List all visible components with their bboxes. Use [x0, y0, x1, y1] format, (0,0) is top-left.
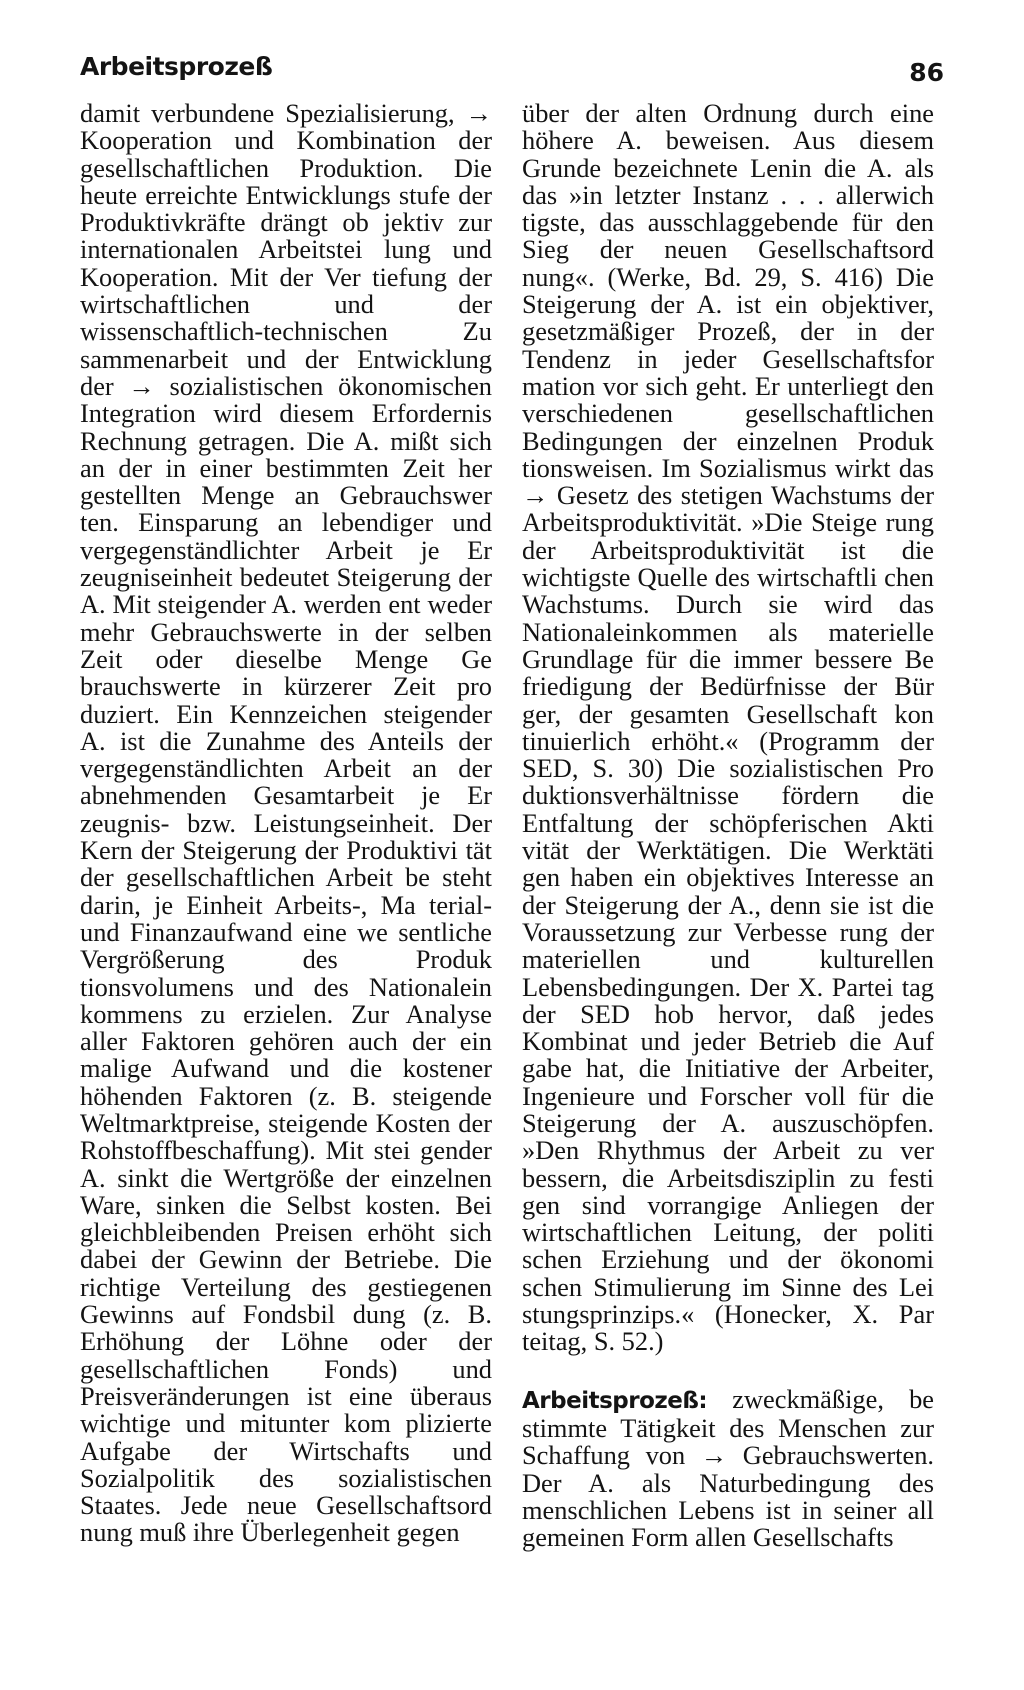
text-line: teitag, S. 52.): [522, 1326, 664, 1357]
text-line: Sieg der neuen Gesellschaftsord: [522, 234, 934, 265]
text-line: vergegenständlichter Arbeit je Er: [80, 534, 492, 565]
text-line: friedigung der Bedürfnisse der Bür: [522, 671, 934, 702]
entry-headword: Arbeitsprozeß:: [522, 1387, 708, 1414]
text-line: das → Gesetz des stetigen Wachstums: [522, 452, 934, 511]
text-line: rung der materiellen und kulturellen: [522, 916, 934, 975]
text-line: oder der gesellschaftlichen Fonds): [80, 1326, 492, 1384]
text-line: der Rohstoffbeschaffung). Mit stei: [80, 1107, 492, 1166]
text-line: Steigerung der A. ist ein objektiver,: [522, 289, 934, 320]
text-line: der Steigerung der A., denn sie ist: [522, 889, 902, 920]
text-line: Steigerung der A. auszuschöpfen.: [522, 1107, 934, 1138]
text-line: überaus wichtige und mitunter kom: [80, 1380, 492, 1439]
text-line: mation vor sich geht. Er unterliegt: [522, 370, 896, 401]
text-line: Ingenieure und Forscher voll für die: [522, 1080, 934, 1111]
text-line: die Voraussetzung zur Verbesse: [522, 889, 934, 947]
text-line: Bedingungen der einzelnen Produk: [522, 425, 934, 456]
text-line: Rechnung getragen. Die A. mißt sich: [80, 425, 492, 456]
text-line: über der alten Ordnung durch eine: [522, 98, 934, 128]
left-column: [80, 100, 492, 1547]
text-line: an der in einer bestimmten Zeit her: [80, 452, 492, 483]
text-line: nung«. (Werke, Bd. 29, S. 416) Die: [522, 261, 934, 292]
text-line: vität der Werktätigen. Die Werktäti: [522, 835, 934, 866]
text-line: Der A. als Naturbedingung des: [522, 1467, 934, 1498]
text-line: tionsvolumens und des Nationalein: [80, 971, 492, 1002]
text-line: zeugniseinheit bedeutet Steigerung: [80, 562, 459, 593]
text-line: wissenschaftlich-technischen Zu: [80, 316, 492, 347]
text-line: gender A. sinkt die Wertgröße der: [80, 1135, 492, 1193]
text-line: malige Aufwand und die kostener: [80, 1053, 492, 1084]
body-paragraph: [80, 100, 492, 1547]
text-line: gen sind vorrangige Anliegen der: [522, 1189, 934, 1220]
text-line: der → sozialistischen ökonomischen: [80, 370, 492, 401]
text-line: Grundlage für die immer bessere Be: [522, 643, 934, 674]
body-paragraph: [522, 100, 934, 1356]
text-line: höhere A. beweisen. Aus diesem: [522, 125, 934, 156]
text-line: wichtigste Quelle des wirtschaftli: [522, 562, 878, 593]
text-line: der gesellschaftlichen Produktion.: [80, 125, 492, 183]
text-line: und Preisveränderungen ist eine: [80, 1353, 492, 1411]
text-line: Integration wird diesem Erfordernis: [80, 398, 492, 429]
text-line: Weltmarktpreise, steigende Kosten: [80, 1107, 459, 1138]
text-line: gemeinen Form allen Gesellschafts: [522, 1522, 894, 1553]
text-line: stufe der Produktivkräfte drängt ob: [80, 179, 492, 238]
text-line: höhenden Faktoren (z. B. steigende: [80, 1080, 492, 1111]
text-line: SED, S. 30) Die sozialistischen Pro: [522, 753, 934, 784]
text-line: Kern der Steigerung der Produktivi: [80, 835, 458, 866]
text-line: jektiv zur internationalen Arbeitstei: [80, 207, 492, 265]
text-line: gen haben ein objektives Interesse an: [522, 862, 934, 893]
text-line: schen Stimulierung im Sinne des Lei: [522, 1271, 934, 1302]
text-line: Nationaleinkommen als materielle: [522, 616, 934, 647]
text-line: zweckmäßige, be: [732, 1383, 934, 1414]
text-line: Staates. Jede neue Gesellschaftsord: [80, 1490, 492, 1521]
text-line: rung der Arbeitsproduktivität ist die: [522, 507, 934, 565]
text-line: kommens zu erzielen. Zur Analyse: [80, 998, 492, 1029]
text-line: stungsprinzips.« (Honecker, X. Par: [522, 1299, 934, 1330]
text-line: einzelnen Ware, sinken die Selbst: [80, 1162, 492, 1220]
text-line: wirtschaftlichen Leitung, der politi: [522, 1217, 934, 1248]
text-line: tiefung der wirtschaftlichen und der: [80, 261, 492, 320]
text-line: gestiegenen Gewinns auf Fondsbil: [80, 1271, 492, 1330]
text-line: den verschiedenen gesellschaftlichen: [522, 370, 934, 429]
text-line: sammenarbeit und der Entwicklung: [80, 343, 492, 374]
text-line: selben Zeit oder dieselbe Menge Ge: [80, 616, 492, 674]
text-line: gabe hat, die Initiative der Arbeiter,: [522, 1053, 934, 1084]
text-line: duziert. Ein Kennzeichen steigender: [80, 698, 492, 729]
text-line: Schaffung von → Gebrauchswerten.: [522, 1440, 934, 1471]
text-line: zeugnis- bzw. Leistungseinheit. Der: [80, 807, 492, 838]
text-line: Betriebe. Die richtige Verteilung des: [80, 1244, 492, 1302]
text-line: tinuierlich erhöht.« (Programm der: [522, 725, 934, 756]
text-line: das »in letzter Instanz . . . allerwich: [522, 179, 934, 210]
text-line: → Kooperation und Kombination: [80, 98, 492, 156]
text-line: tionsweisen. Im Sozialismus wirkt: [522, 452, 899, 483]
text-line: menschlichen Lebens ist in seiner all: [522, 1494, 934, 1525]
text-line: »Den Rhythmus der Arbeit zu ver: [522, 1135, 934, 1166]
right-column: [522, 100, 934, 1551]
text-line: Grunde bezeichnete Lenin die A. als: [522, 152, 934, 183]
text-line: Die heute erreichte Entwicklungs: [80, 152, 492, 210]
text-line: Kombinat und jeder Betrieb die Auf: [522, 1026, 934, 1057]
text-line: vergegenständlichten Arbeit an der: [80, 753, 492, 784]
text-line: gestellten Menge an Gebrauchswer: [80, 480, 492, 511]
text-line: terial- und Finanzaufwand eine we: [80, 889, 492, 947]
text-line: der Arbeitsproduktivität. »Die Steige: [522, 480, 934, 538]
text-line: aller Faktoren gehören auch der ein: [80, 1026, 492, 1057]
text-line: dung (z. B. Erhöhung der Löhne: [80, 1299, 492, 1357]
page-number: 86: [909, 58, 944, 87]
text-line: Tendenz in jeder Gesellschaftsfor: [522, 343, 934, 374]
running-head: Arbeitsprozeß: [80, 52, 273, 81]
text-line: steht darin, je Einheit Arbeits-, Ma: [80, 862, 492, 920]
text-line: lung und Kooperation. Mit der Ver: [80, 234, 492, 292]
text-line: und Sozialpolitik des sozialistischen: [80, 1435, 492, 1493]
text-line: schen Erziehung und der ökonomi: [522, 1244, 934, 1275]
text-line: abnehmenden Gesamtarbeit je Er: [80, 780, 492, 811]
text-line: ten. Einsparung an lebendiger und: [80, 507, 492, 538]
text-line: plizierte Aufgabe der Wirtschafts: [80, 1408, 492, 1466]
text-line: bessern, die Arbeitsdisziplin zu festi: [522, 1162, 934, 1193]
text-line: tät der gesellschaftlichen Arbeit be: [80, 835, 492, 893]
text-line: Lebensbedingungen. Der X. Partei: [522, 971, 894, 1002]
text-line: brauchswerte in kürzerer Zeit pro: [80, 671, 492, 702]
text-line: weder mehr Gebrauchswerte in der: [80, 589, 493, 647]
text-line: stimmte Tätigkeit des Menschen zur: [522, 1412, 934, 1443]
text-line: kosten. Bei gleichbleibenden Preisen: [80, 1189, 492, 1248]
text-line: ger, der gesamten Gesellschaft kon: [522, 698, 934, 729]
dictionary-entry: [522, 1383, 934, 1553]
text-line: chen Wachstums. Durch sie wird das: [522, 562, 934, 620]
text-line: nung muß ihre Überlegenheit gegen: [80, 1517, 460, 1548]
text-line: damit verbundene Spezialisierung,: [80, 98, 466, 128]
text-line: A. ist die Zunahme des Anteils der: [80, 725, 492, 756]
text-line: sentliche Vergrößerung des Produk: [80, 916, 492, 975]
text-line: gesetzmäßiger Prozeß, der in der: [522, 316, 934, 347]
text-line: tigste, das ausschlaggebende für den: [522, 207, 934, 238]
text-line: duktionsverhältnisse fördern die: [522, 780, 934, 811]
text-line: der A. Mit steigender A. werden ent: [80, 562, 492, 620]
text-line: Entfaltung der schöpferischen Akti: [522, 807, 934, 838]
text-line: tag der SED hob hervor, daß jedes: [522, 971, 934, 1029]
text-line: erhöht sich dabei der Gewinn der: [80, 1217, 492, 1275]
